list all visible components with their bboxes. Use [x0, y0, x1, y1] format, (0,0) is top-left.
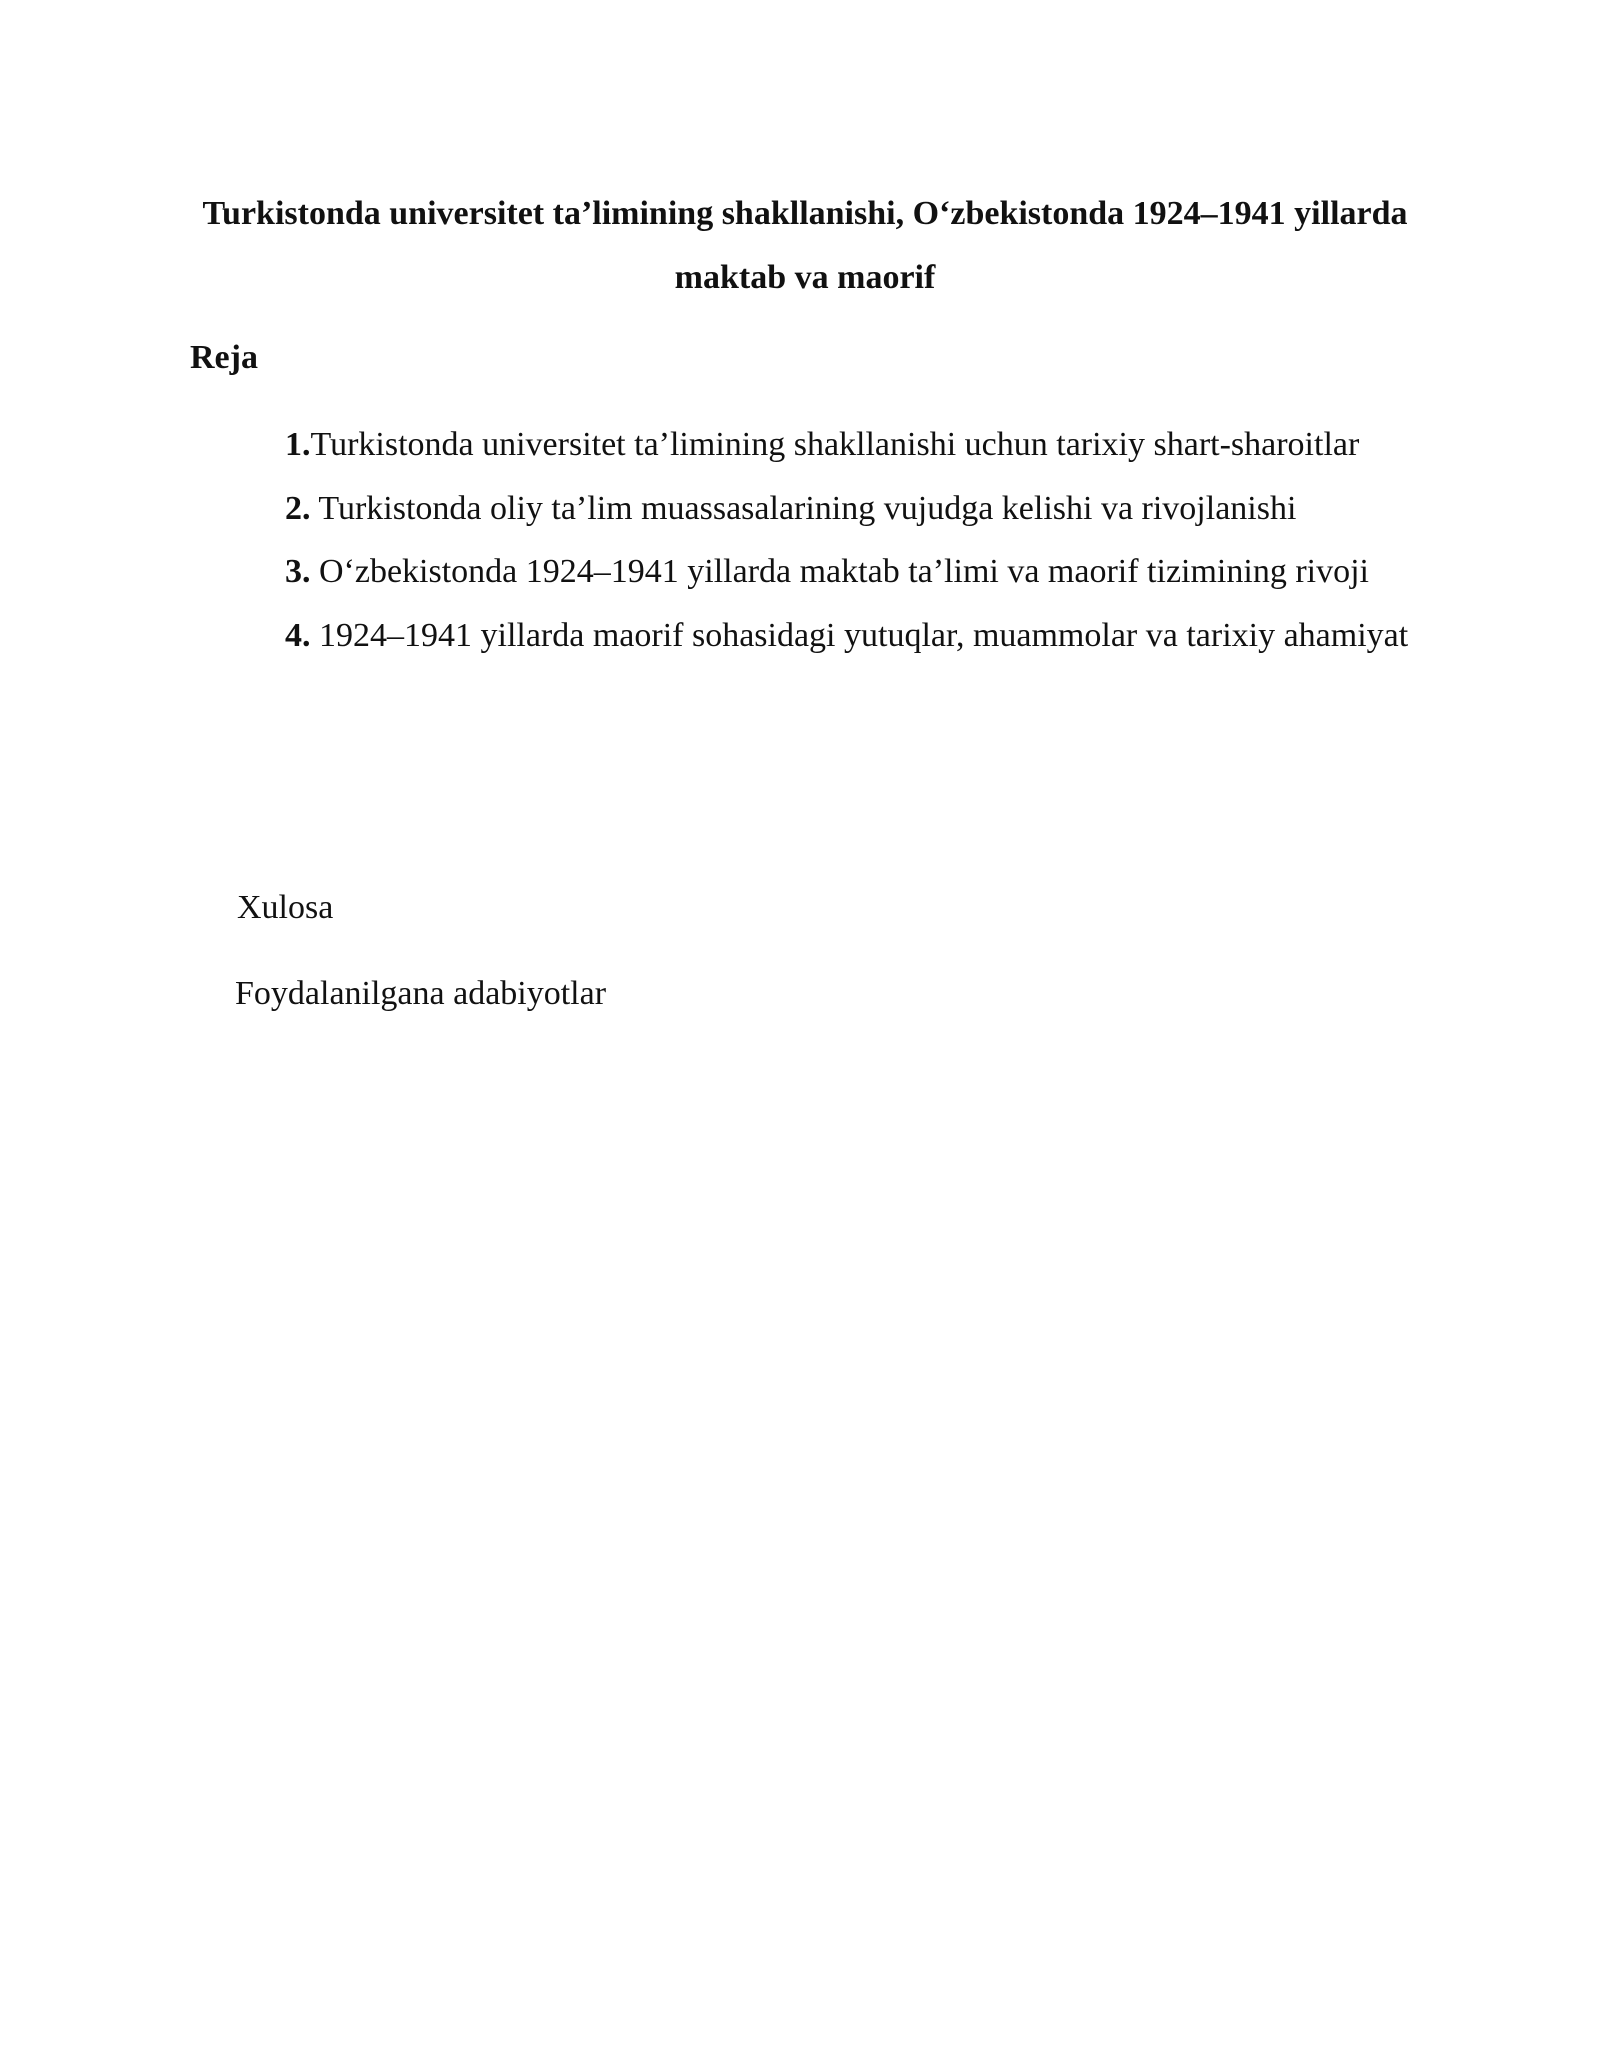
plan-item-number: 1. — [285, 426, 311, 463]
plan-list — [285, 413, 1420, 667]
plan-item-text: O‘zbekistonda 1924–1941 yillarda maktab ta’limi va maorif tizimining rivoji — [310, 553, 1369, 590]
plan-heading: Reja — [190, 339, 258, 376]
plan-item-text: Turkistonda oliy ta’lim muassasalarining vujudga kelishi va rivojlanishi — [310, 489, 1297, 527]
references-heading: Foydalanilgana adabiyotlar — [235, 975, 607, 1012]
plan-item-3 — [285, 540, 1420, 604]
document-title: Turkistonda universitet ta’limining shakllanishi, O‘zbekistonda 1924–1941 yillarda maktab va maorif — [202, 195, 1408, 296]
plan-item-number: 2. — [285, 489, 311, 527]
plan-item-text: 1924–1941 yillarda maorif sohasidagi yutuqlar, muammolar va tarixiy ahamiyat — [310, 616, 1409, 654]
conclusion-heading: Xulosa — [237, 889, 334, 926]
plan-item-text: Turkistonda universitet ta’limining shakllanishi uchun tarixiy shart-sharoitlar — [310, 426, 1360, 463]
plan-item-number: 3. — [285, 553, 311, 590]
plan-item-4 — [285, 604, 1420, 668]
plan-item-1 — [285, 413, 1420, 477]
plan-item-2 — [285, 477, 1420, 541]
plan-item-number: 4. — [285, 616, 311, 654]
